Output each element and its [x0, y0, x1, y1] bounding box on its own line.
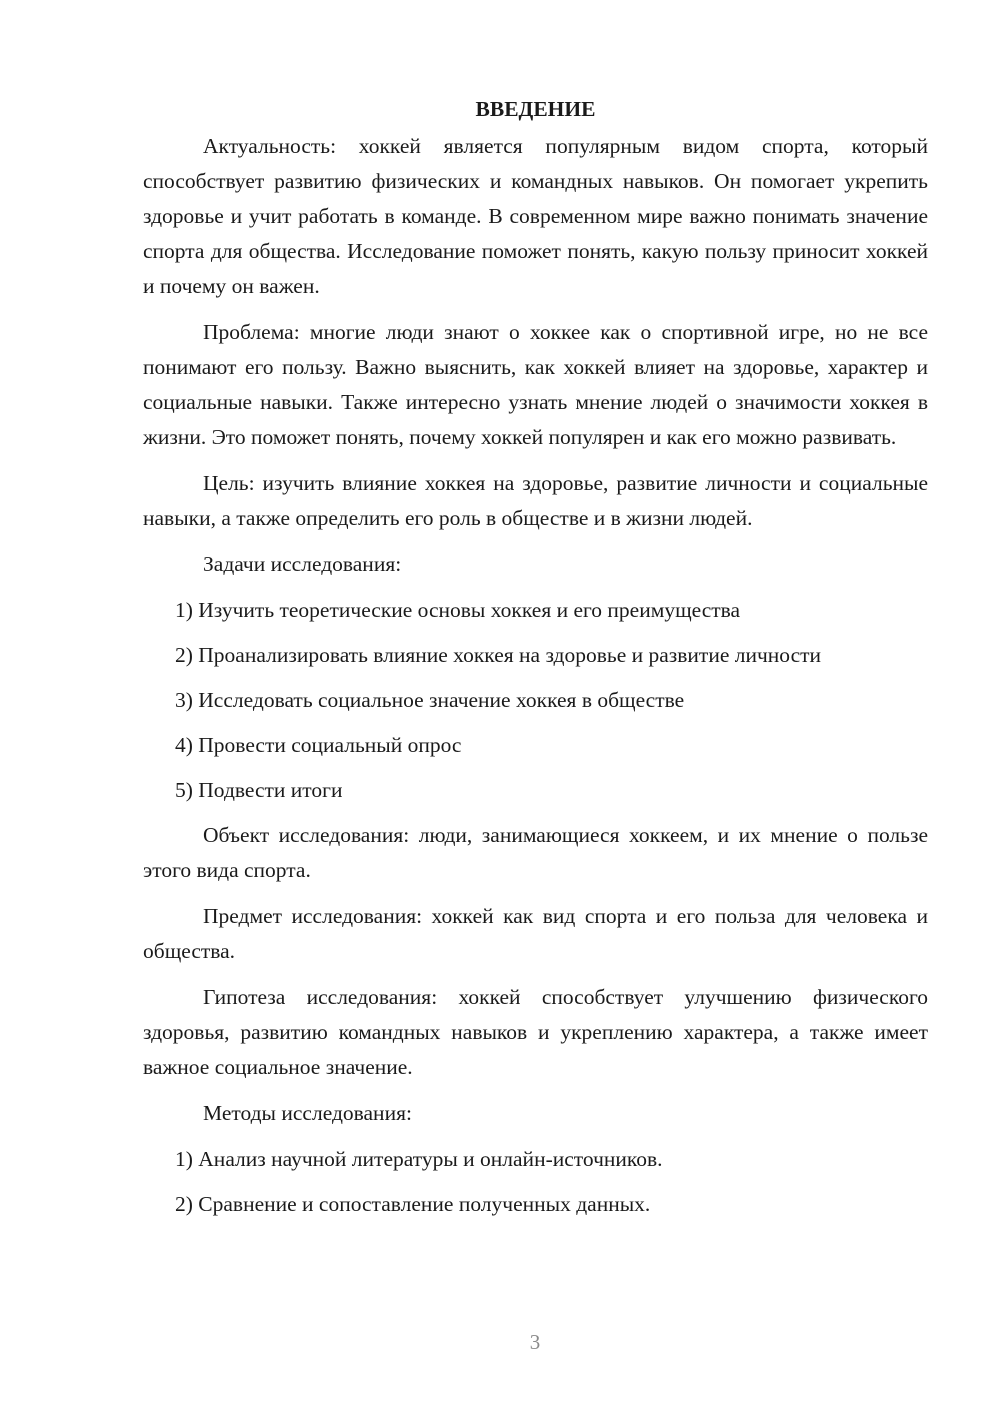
list-item: 1) Анализ научной литературы и онлайн-источников. [175, 1147, 663, 1171]
subject-paragraph: Предмет исследования: хоккей как вид спорта и его польза для человека и общества. [143, 904, 928, 963]
hypothesis-paragraph: Гипотеза исследования: хоккей способствует улучшению физического здоровья, развитию командных навыков и укреплению характера, а также имеет важное социальное значение. [143, 985, 928, 1079]
problem-paragraph: Проблема: многие люди знают о хоккее как о спортивной игре, но не все понимают его пользу. Важно выяснить, как хоккей влияет на здоровье, характер и социальные навыки. Также интересно узнать мнение людей о значимости хоккея в жизни. Это поможет понять, почему хоккей популярен и как его можно развивать. [143, 320, 928, 449]
methods-heading: Методы исследования: [203, 1101, 412, 1125]
relevance-paragraph: Актуальность: хоккей является популярным видом спорта, который способствует развитию физических и командных навыков. Он помогает укрепить здоровье и учит работать в команде. В современном мире важно понимать значение спорта для общества. Исследование поможет понять, какую пользу приносит хоккей и почему он важен. [143, 134, 928, 298]
document-page [143, 92, 928, 1232]
list-item: 4) Провести социальный опрос [175, 733, 462, 757]
goal-paragraph: Цель: изучить влияние хоккея на здоровье, развитие личности и социальные навыки, а также определить его роль в обществе и в жизни людей. [143, 471, 928, 530]
list-item: 2) Проанализировать влияние хоккея на здоровье и развитие личности [175, 643, 822, 667]
list-item: 2) Сравнение и сопоставление полученных данных. [175, 1192, 651, 1216]
section-title: ВВЕДЕНИЕ [475, 97, 596, 121]
object-paragraph: Объект исследования: люди, занимающиеся хоккеем, и их мнение о пользе этого вида спорта. [143, 823, 928, 882]
list-item: 5) Подвести итоги [175, 778, 343, 802]
list-item: 3) Исследовать социальное значение хоккея в обществе [175, 688, 685, 712]
methods-list [143, 1142, 928, 1222]
tasks-list [143, 593, 928, 808]
list-item: 1) Изучить теоретические основы хоккея и его преимущества [175, 598, 741, 622]
page-number: 3 [529, 1330, 541, 1354]
tasks-heading: Задачи исследования: [203, 552, 402, 576]
